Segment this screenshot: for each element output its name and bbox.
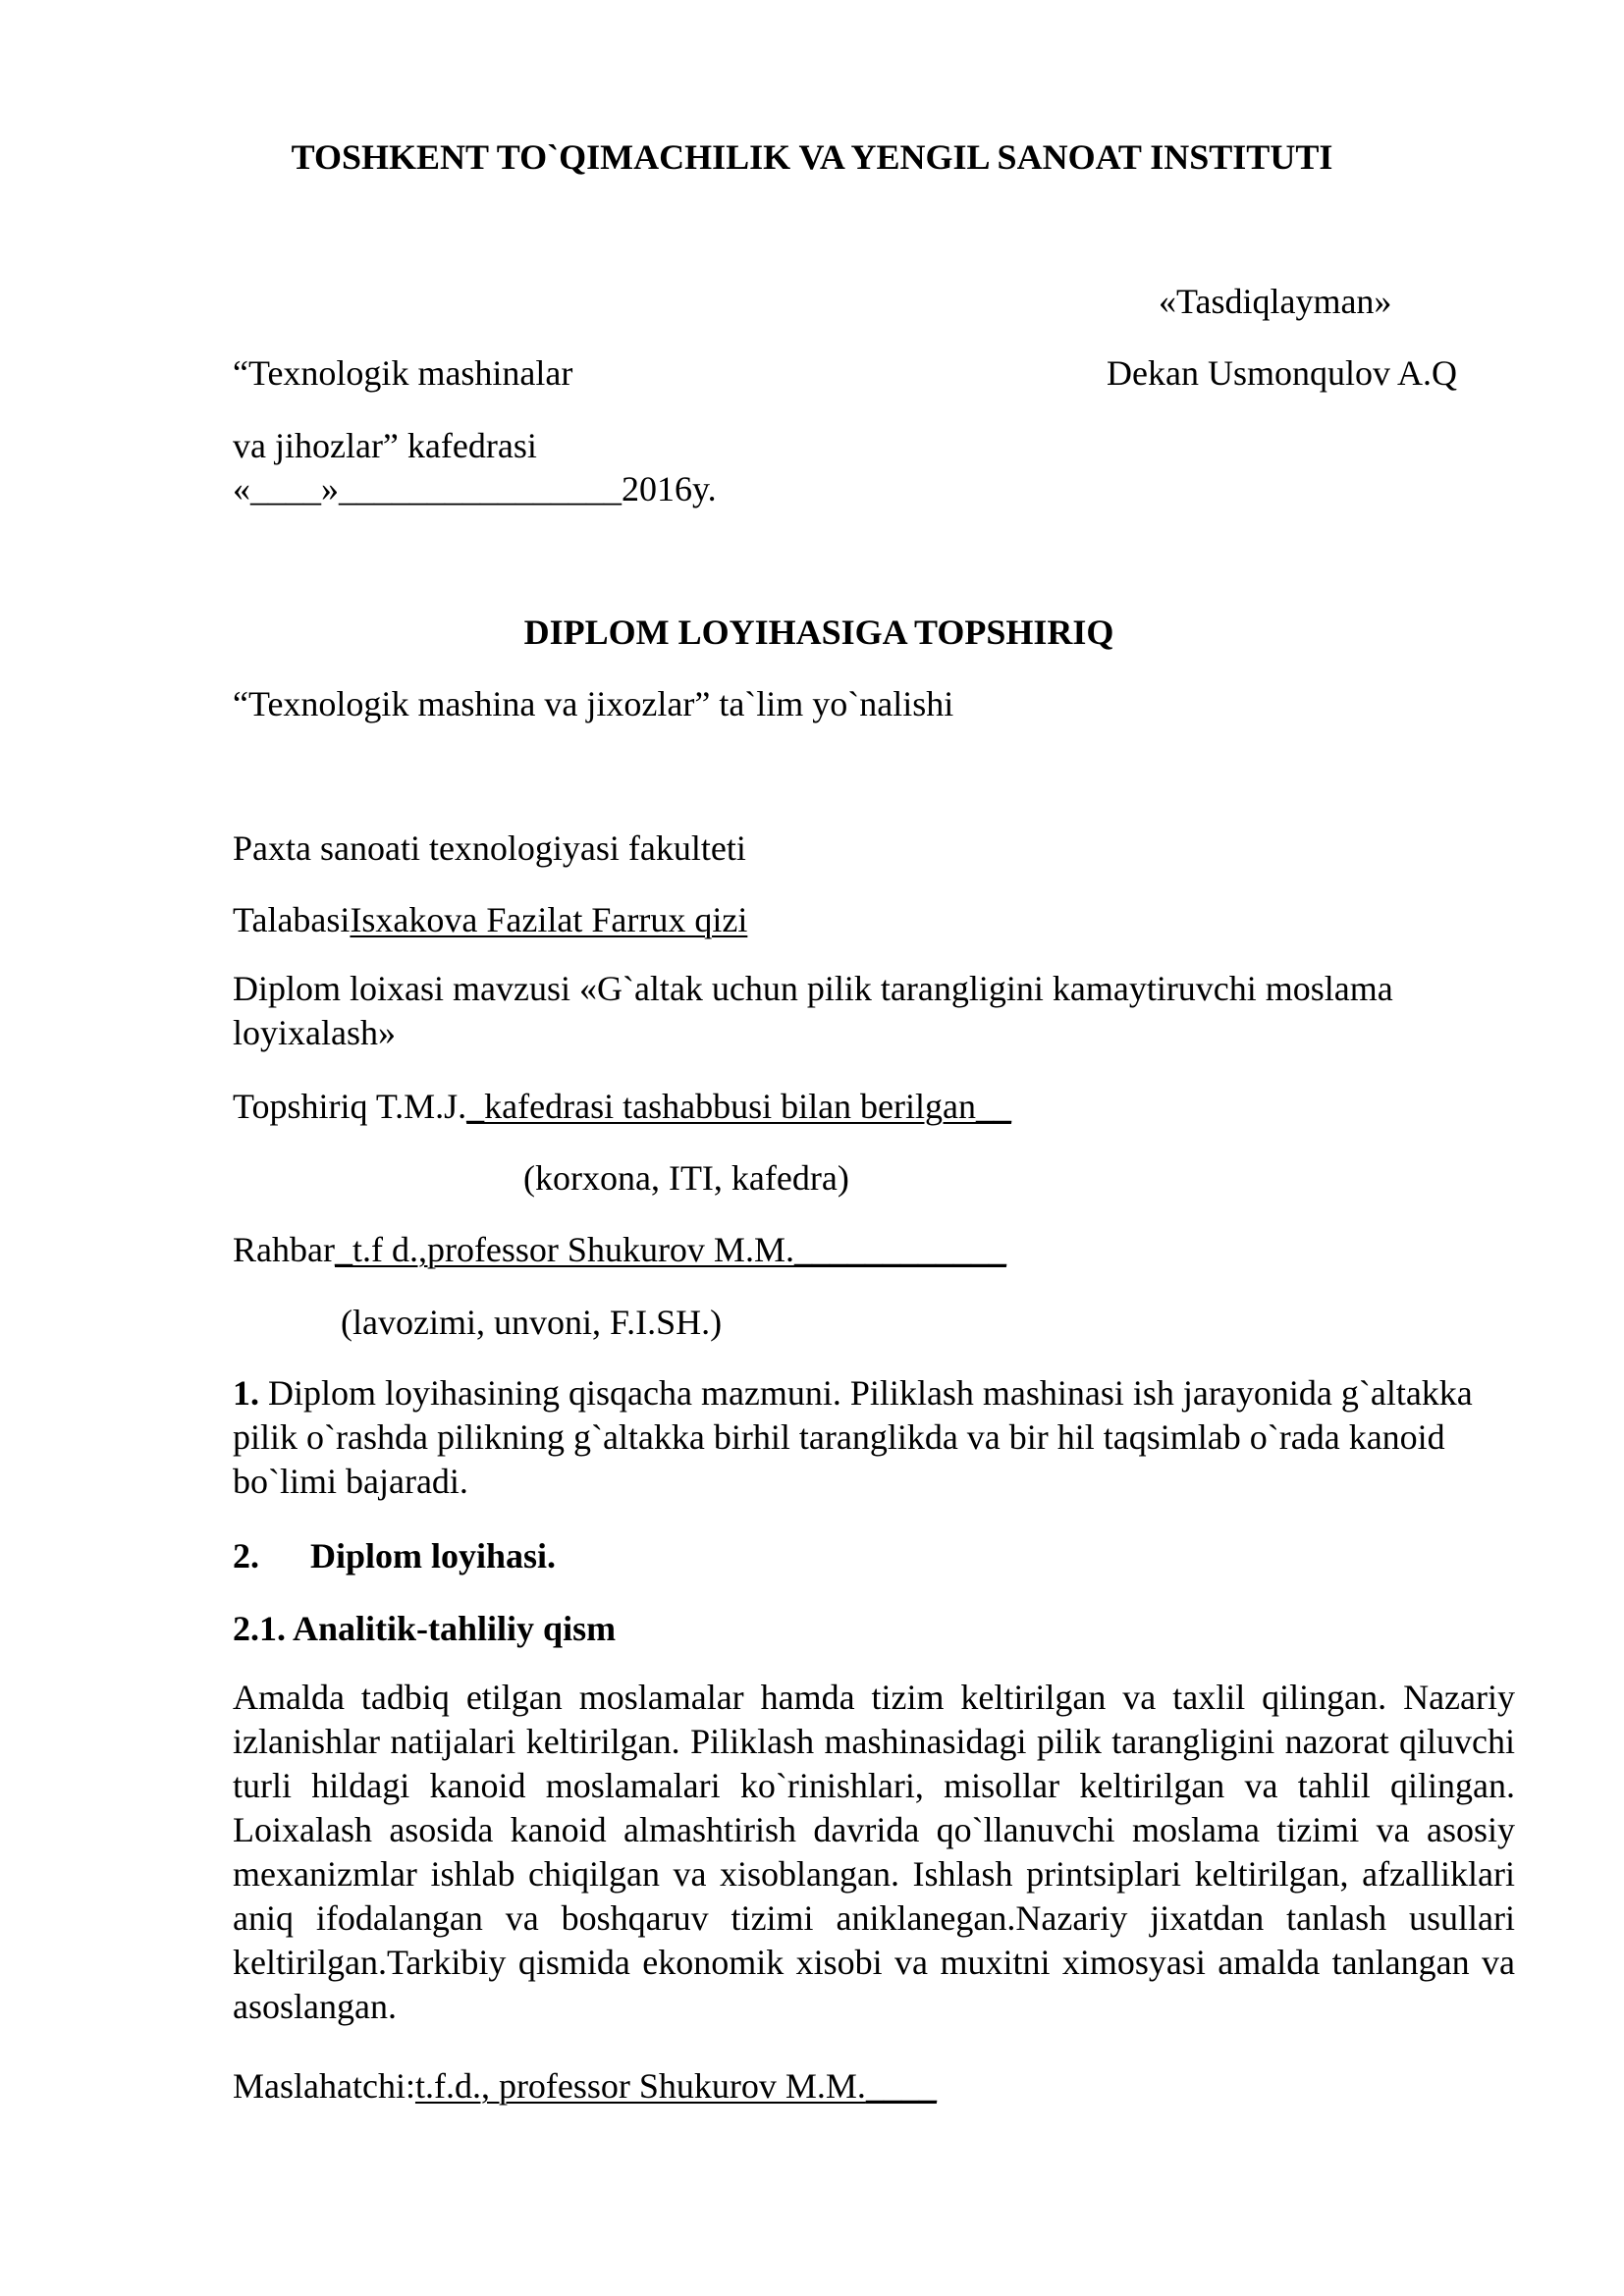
section-2-1-title: 2.1. Analitik-tahliliy qism bbox=[233, 1609, 617, 1648]
date-close-quote: » bbox=[321, 469, 339, 508]
project-topic: Diplom loixasi mavzusi «G`altak uchun pilik tarangligini kamaytiruvchi moslama loyixalash» bbox=[233, 969, 1393, 1052]
student-name: Isxakova Fazilat Farrux qizi bbox=[350, 900, 748, 939]
consultant-blank: ____ bbox=[865, 2066, 937, 2106]
date-month-blank: ________________ bbox=[339, 469, 622, 508]
assignment-line bbox=[233, 1085, 1011, 1128]
section-2-title: Diplom loyihasi. bbox=[310, 1536, 557, 1575]
approval-label: «Tasdiqlayman» bbox=[1159, 282, 1392, 321]
education-direction: “Texnologik mashina va jixozlar” ta`lim yo`nalishi bbox=[233, 684, 954, 723]
section-2-1-paragraph: Amalda tadbiq etilgan moslamalar hamda tizim keltirilgan va taxlil qilingan. Nazariy izlanishlar natijalari keltirilgan. Piliklash mashinasidagi pilik tarangligini nazorat qiluvchi turli hildagi kanoid moslamalari ko`rinishlari, misollar keltirilgan va tahlil qilingan. Loixalash asosida kanoid almashtirish davrida qo`llanuvchi moslama tizimi va asosiy mexanizmlar ishlab chiqilgan va xisoblangan. Ishlash printsiplari keltirilgan, afzalliklari aniq ifodalangan va boshqaruv tizimi aniklanegan.Nazariy jixatdan tanlash usullari keltirilgan.Tarkibiy qismida ekonomik xisobi va muxitni ximosyasi amalda tanlangan va asoslangan. bbox=[233, 1678, 1515, 2026]
supervisor-line bbox=[233, 1228, 1006, 1271]
department-line-1: “Texnologik mashinalar bbox=[233, 353, 573, 393]
assignment-hint: (korxona, ITI, kafedra) bbox=[523, 1158, 849, 1198]
faculty-name: Paxta sanoati texnologiyasi fakulteti bbox=[233, 828, 746, 868]
supervisor-label: Rahbar bbox=[233, 1230, 335, 1269]
date-open-quote: « bbox=[233, 469, 250, 508]
section-1-paragraph bbox=[233, 1371, 1515, 1504]
document-title: DIPLOM LOYIHASIGA TOPSHIRIQ bbox=[523, 613, 1114, 652]
dean-name: Dekan Usmonqulov A.Q bbox=[1107, 353, 1457, 393]
institute-title: TOSHKENT TO`QIMACHILIK VA YENGIL SANOAT INSTITUTI bbox=[291, 137, 1333, 177]
section-1-text: Diplom loyihasining qisqacha mazmuni. Piliklash mashinasi ish jarayonida g`altakka pilik o`rashda pilikning g`altakka birhil taranglikda va bir hil taqsimlab o`rada kanoid bo`limi bajaradi. bbox=[233, 1373, 1473, 1501]
assignment-value: _kafedrasi tashabbusi bilan berilgan__ bbox=[466, 1087, 1012, 1126]
department-line-2: va jihozlar” kafedrasi bbox=[233, 426, 537, 465]
assignment-label: Topshiriq T.M.J. bbox=[233, 1087, 467, 1126]
date-year: 2016y. bbox=[622, 469, 717, 508]
supervisor-value: _t.f d.,professor Shukurov M.M.____________ bbox=[334, 1230, 1006, 1269]
consultant-value: t.f.d., professor Shukurov M.M. bbox=[414, 2066, 866, 2106]
date-day-blank: ____ bbox=[250, 469, 321, 508]
supervisor-hint: (lavozimi, unvoni, F.I.SH.) bbox=[341, 1303, 723, 1342]
date-line bbox=[233, 467, 717, 510]
consultant-label: Maslahatchi: bbox=[233, 2066, 415, 2106]
student-line bbox=[233, 898, 747, 941]
consultant-line bbox=[233, 2064, 937, 2108]
student-label: Talabasi bbox=[233, 900, 351, 939]
section-1-number: 1. bbox=[233, 1373, 259, 1413]
section-2-number: 2. bbox=[233, 1536, 259, 1575]
